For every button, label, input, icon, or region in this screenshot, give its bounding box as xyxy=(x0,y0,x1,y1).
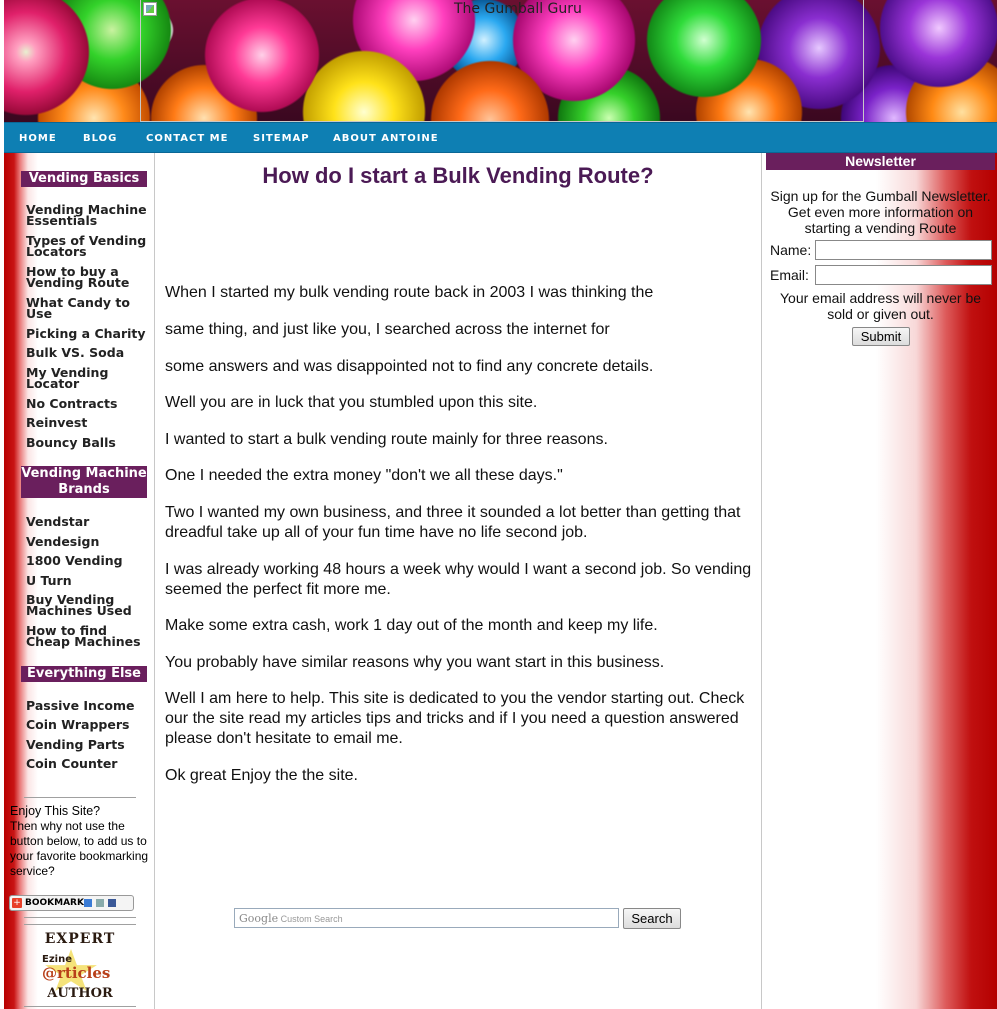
nav-home[interactable]: HOME xyxy=(19,133,57,144)
bookmark-button[interactable] xyxy=(9,895,134,911)
sidebar-link-u-turn[interactable]: U Turn xyxy=(26,573,72,588)
header-image xyxy=(140,0,864,122)
google-logo: Google xyxy=(239,912,279,925)
left-sidebar xyxy=(4,153,155,1009)
sidebar-link-coin-wrappers[interactable]: Coin Wrappers xyxy=(26,717,130,732)
sidebar-link-how-to-buy-a-vending-route[interactable]: How to buy a Vending Route xyxy=(26,264,130,290)
custom-search-input[interactable] xyxy=(234,908,619,928)
facebook-icon xyxy=(108,899,116,907)
article-paragraph: same thing, and just like you, I searched across the internet for xyxy=(165,321,610,338)
sidebar-link-no-contracts[interactable]: No Contracts xyxy=(26,396,118,411)
search-placeholder xyxy=(239,912,343,925)
main-content xyxy=(155,153,762,1009)
article-paragraph: I was already working 48 hours a week why would I want a second job. So vending seemed the perfect fit more me. xyxy=(165,561,752,598)
article-paragraph: Well you are in luck that you stumbled upon this site. xyxy=(165,394,538,411)
sidebar-divider xyxy=(24,797,136,798)
enjoy-site-block xyxy=(10,804,150,879)
sidebar-link-buy-vending-machines-used[interactable]: Buy Vending Machines Used xyxy=(26,592,132,618)
delicious-icon xyxy=(84,899,92,907)
sidebar-link-vending-machine-essentials[interactable]: Vending Machine Essentials xyxy=(26,202,147,228)
submit-button[interactable]: Submit xyxy=(852,327,910,346)
header-banner xyxy=(4,0,997,122)
sidebar-link-1800-vending[interactable]: 1800 Vending xyxy=(26,553,123,568)
ezine-badge-top: EXPERT xyxy=(44,931,116,947)
broken-image-icon xyxy=(143,2,157,16)
ezine-badge-articles: @rticles xyxy=(42,964,111,982)
sidebar-link-my-vending-locator[interactable]: My Vending Locator xyxy=(26,365,109,391)
right-sidebar xyxy=(766,153,997,1009)
ezine-badge-ezine: Ezine xyxy=(42,954,72,965)
sidebar-link-bulk-vs-soda[interactable]: Bulk VS. Soda xyxy=(26,345,125,360)
article-paragraph: I wanted to start a bulk vending route mainly for three reasons. xyxy=(165,431,608,448)
sidebar-link-picking-a-charity[interactable]: Picking a Charity xyxy=(26,326,146,341)
name-label: Name: xyxy=(770,242,812,258)
sidebar-link-reinvest[interactable]: Reinvest xyxy=(26,415,88,430)
sidebar-heading-vending-basics: Vending Basics xyxy=(21,171,147,187)
article-paragraph: Make some extra cash, work 1 day out of the month and keep my life. xyxy=(165,617,658,634)
sidebar-link-how-to-find-cheap-machines[interactable]: How to find Cheap Machines xyxy=(26,623,141,649)
ezine-expert-author-badge[interactable] xyxy=(32,931,128,1001)
sidebar-divider xyxy=(24,1006,136,1007)
enjoy-title: Enjoy This Site? xyxy=(10,804,101,818)
nav-contact-me[interactable]: CONTACT ME xyxy=(146,133,229,144)
page-title: How do I start a Bulk Vending Route? xyxy=(262,163,654,188)
article-paragraph: You probably have similar reasons why you want start in this business. xyxy=(165,654,665,671)
newsletter-heading: Newsletter xyxy=(766,153,995,170)
sidebar-link-vending-parts[interactable]: Vending Parts xyxy=(26,737,125,752)
nav-about-antoine[interactable]: ABOUT ANTOINE xyxy=(333,133,439,144)
sidebar-link-bouncy-balls[interactable]: Bouncy Balls xyxy=(26,435,116,450)
sidebar-link-vendesign[interactable]: Vendesign xyxy=(26,534,100,549)
article-paragraph: some answers and was disappointed not to find any concrete details. xyxy=(165,358,654,375)
article-paragraph: When I started my bulk vending route back in 2003 I was thinking the xyxy=(165,284,654,301)
sidebar-link-vendstar[interactable]: Vendstar xyxy=(26,514,90,529)
article-paragraph: Two I wanted my own business, and three it sounded a lot better than getting that dreadful take up all of your fun time have no life second job. xyxy=(165,504,741,541)
bookmark-label: BOOKMARK xyxy=(25,898,84,908)
enjoy-text: Then why not use the button below, to add us to your favorite bookmarking service? xyxy=(10,819,149,878)
email-label: Email: xyxy=(770,267,809,283)
name-field[interactable] xyxy=(815,240,992,260)
ezine-badge-bottom: AUTHOR xyxy=(47,986,113,1001)
top-nav-bar xyxy=(4,122,997,153)
search-button[interactable]: Search xyxy=(623,908,681,929)
plus-icon: + xyxy=(13,898,21,908)
digg-icon xyxy=(96,899,104,907)
article-paragraph: Well I am here to help. This site is dedicated to you the vendor starting out. Check our the site read my articles tips and tricks and if I you need a question answered please don't hesitate to email me. xyxy=(165,690,745,747)
sidebar-link-what-candy-to-use[interactable]: What Candy to Use xyxy=(26,295,130,321)
header-image-alt-text: The Gumball Guru xyxy=(454,1,582,17)
sidebar-link-types-of-vending-locators[interactable]: Types of Vending Locators xyxy=(26,233,147,259)
sidebar-divider xyxy=(24,924,136,925)
sidebar-link-passive-income[interactable]: Passive Income xyxy=(26,698,135,713)
sidebar-divider xyxy=(24,917,136,918)
sidebar-heading-everything-else: Everything Else xyxy=(21,666,147,682)
newsletter-description: Sign up for the Gumball Newsletter. Get even more information on starting a vending Route xyxy=(770,188,991,236)
nav-sitemap[interactable]: SITEMAP xyxy=(253,133,310,144)
article-paragraph: One I needed the extra money "don't we all these days." xyxy=(165,467,563,484)
search-placeholder-text: Custom Search xyxy=(280,914,343,924)
article-paragraph: Ok great Enjoy the the site. xyxy=(165,767,358,784)
nav-blog[interactable]: BLOG xyxy=(83,133,118,144)
sidebar-link-coin-counter[interactable]: Coin Counter xyxy=(26,756,118,771)
email-field[interactable] xyxy=(815,265,992,285)
sidebar-heading-vending-machine-brands: Vending Machine Brands xyxy=(21,466,147,497)
newsletter-privacy-note: Your email address will never be sold or given out. xyxy=(779,290,982,322)
